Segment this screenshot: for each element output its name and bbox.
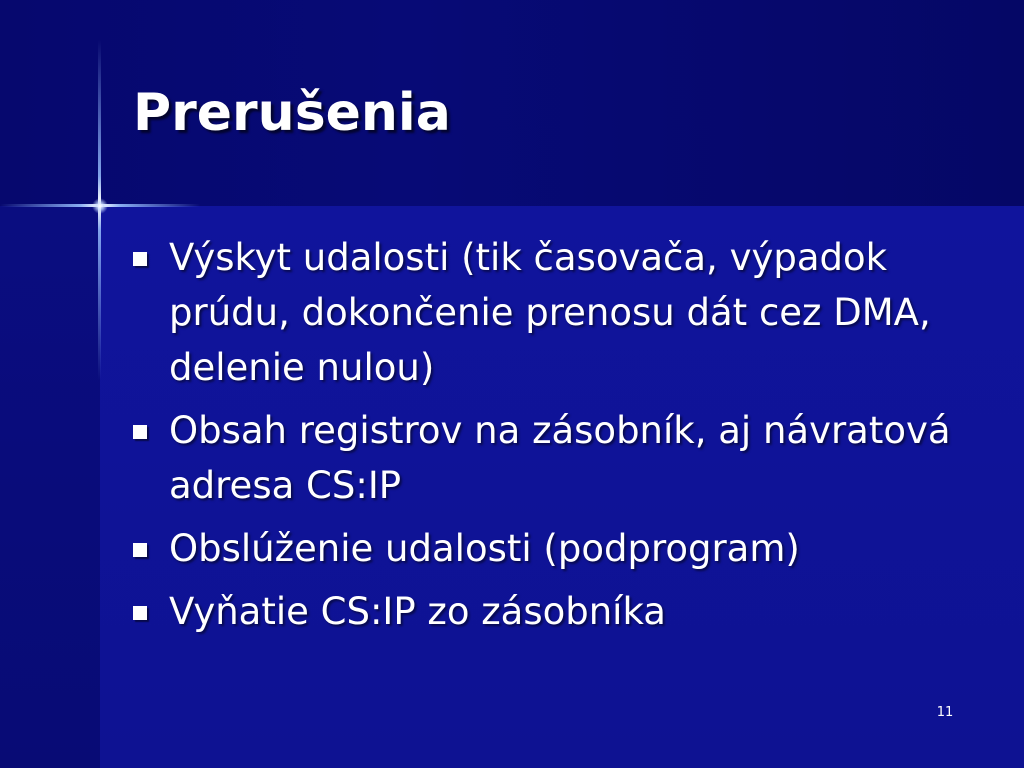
bullet-list bbox=[133, 230, 983, 647]
bullet-text: Obslúženie udalosti (podprogram) bbox=[169, 527, 800, 570]
slide-number: 11 bbox=[936, 705, 954, 720]
square-bullet-icon bbox=[133, 252, 147, 266]
list-item bbox=[133, 230, 983, 395]
slide-title: Prerušenia bbox=[133, 83, 451, 143]
square-bullet-icon bbox=[133, 425, 147, 439]
bullet-text: Výskyt udalosti (tik časovača, výpadok prúdu, dokončenie prenosu dát cez DMA, delenie nulou) bbox=[169, 236, 931, 389]
square-bullet-icon bbox=[133, 606, 147, 620]
list-item bbox=[133, 521, 983, 576]
bullet-text: Obsah registrov na zásobník, aj návratová adresa CS:IP bbox=[169, 409, 951, 507]
left-band bbox=[0, 206, 100, 768]
square-bullet-icon bbox=[133, 543, 147, 557]
list-item bbox=[133, 403, 983, 513]
bullet-text: Vyňatie CS:IP zo zásobníka bbox=[169, 590, 666, 633]
list-item bbox=[133, 584, 983, 639]
sparkle-decoration bbox=[92, 198, 108, 214]
